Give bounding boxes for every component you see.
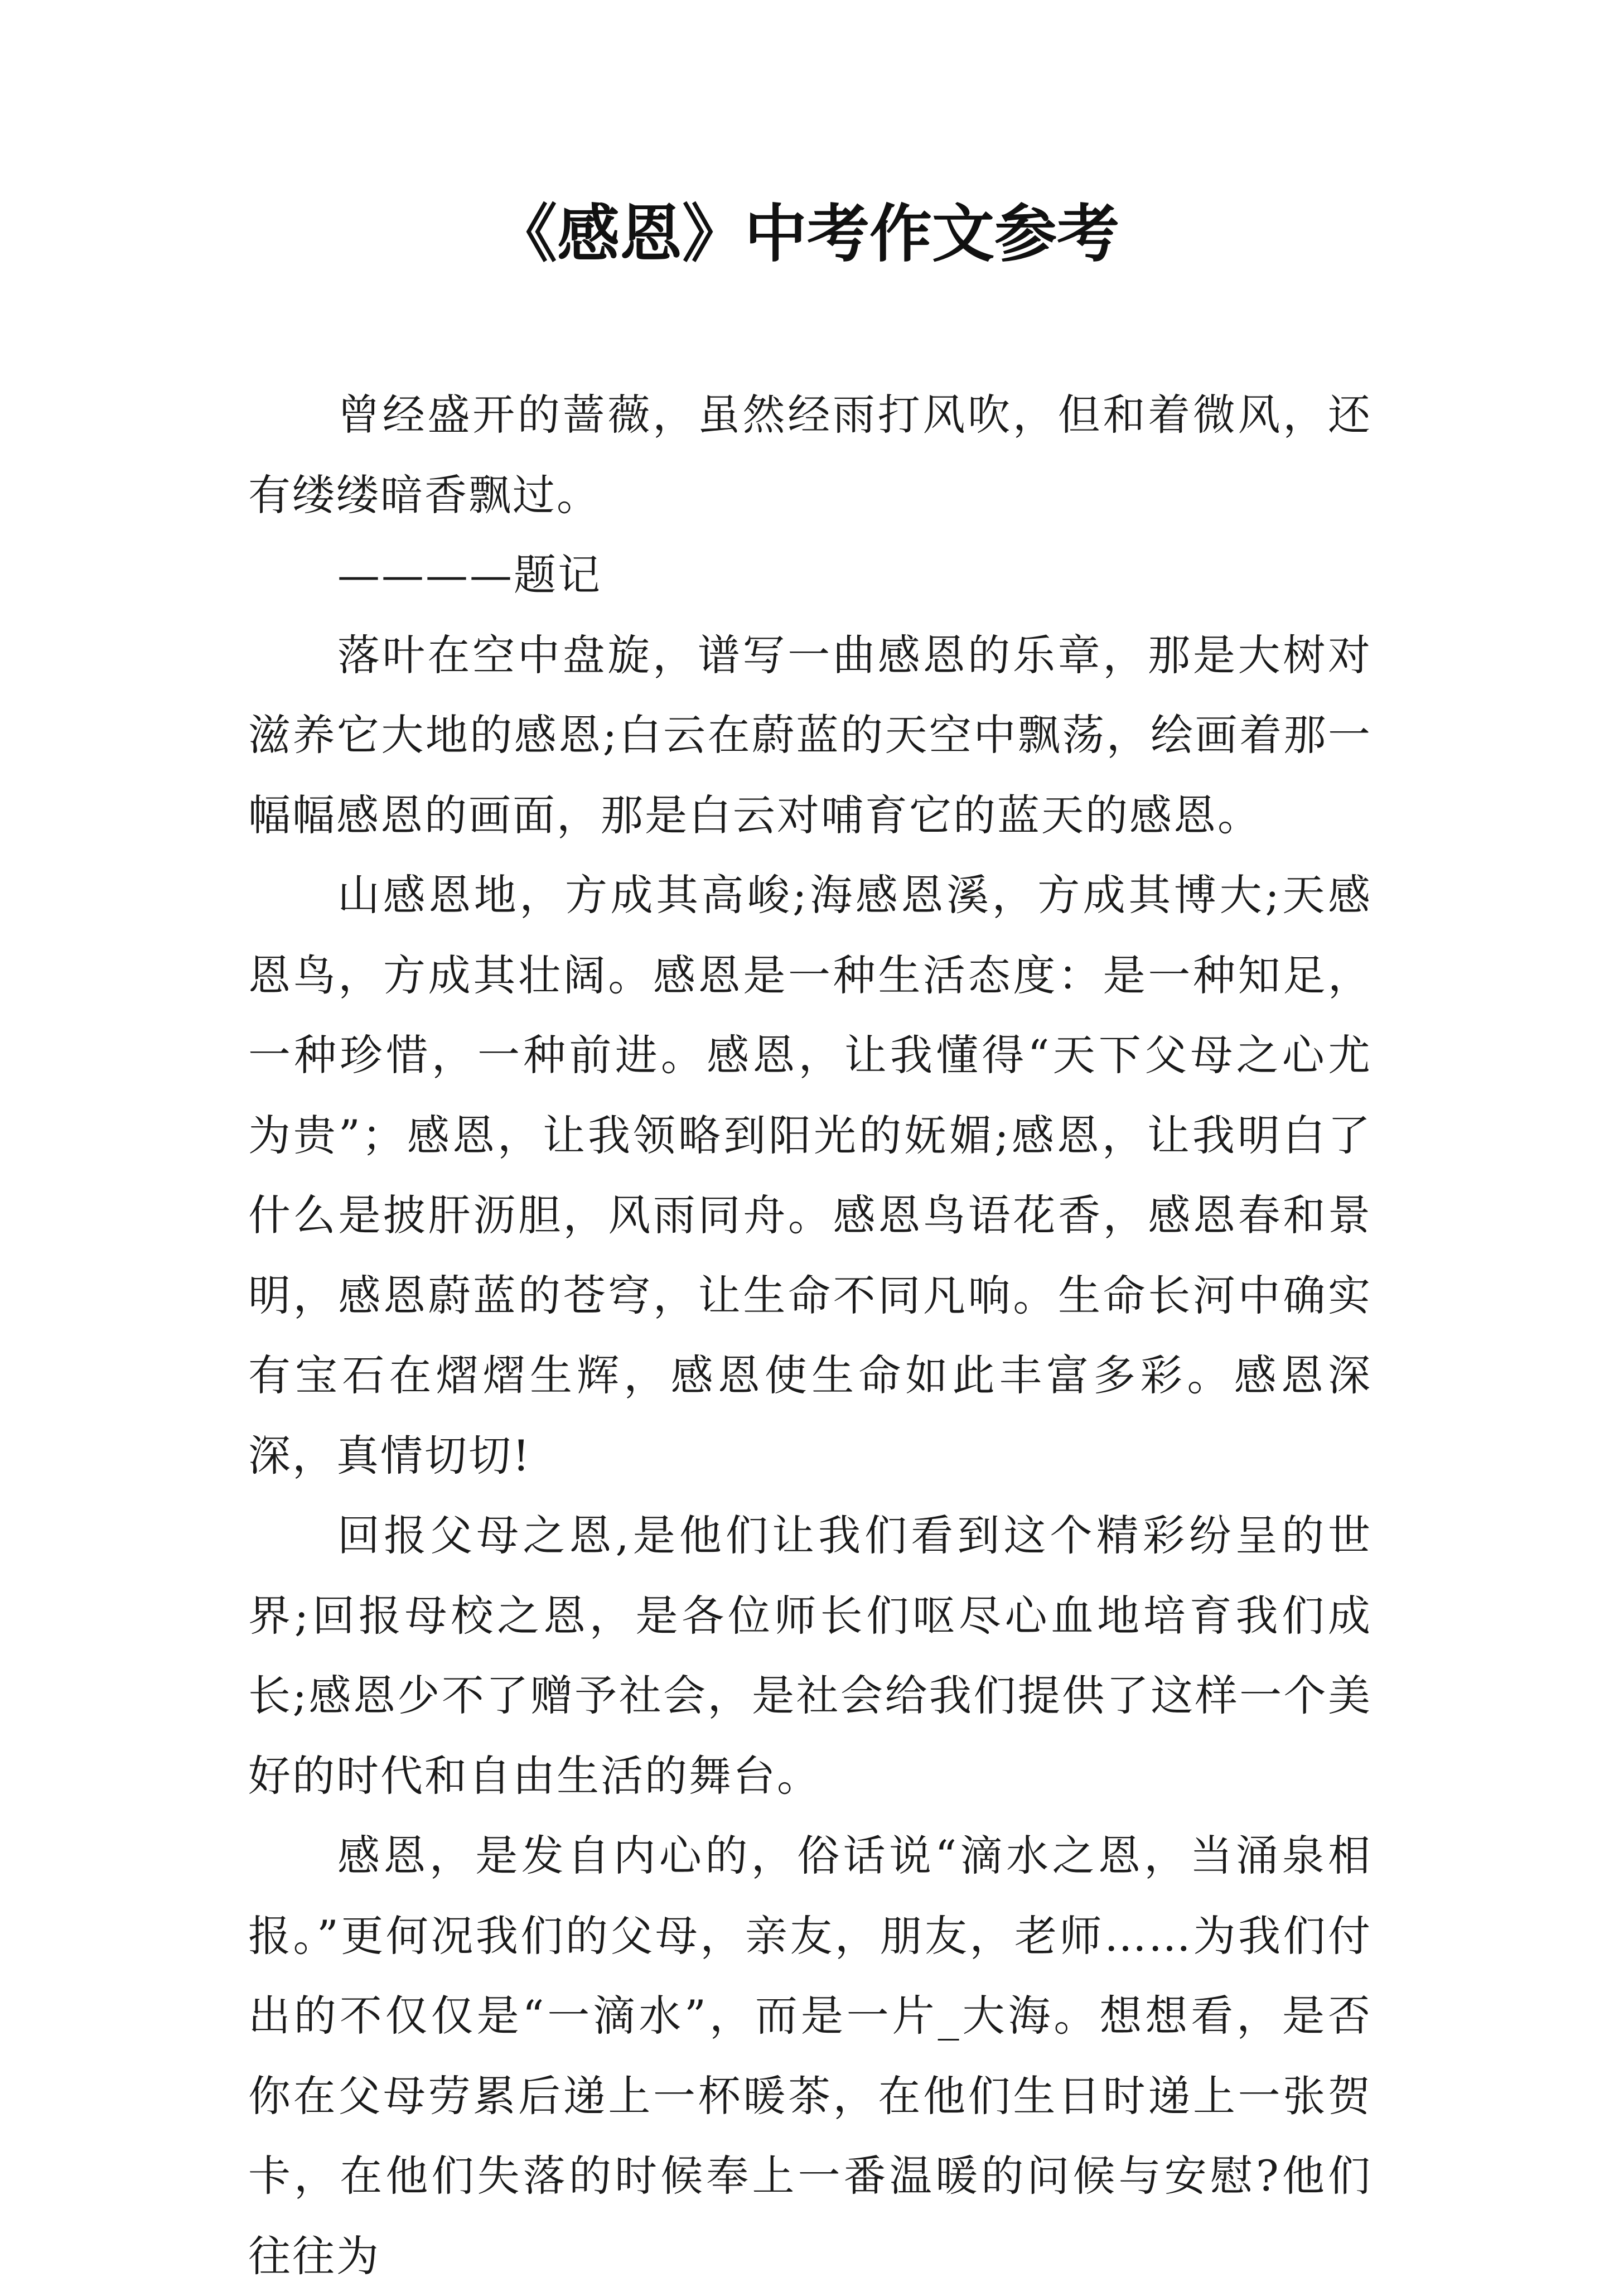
epigraph-paragraph: 曾经盛开的蔷薇，虽然经雨打风吹，但和着微风，还有缕缕暗香飘过。: [248, 390, 1372, 520]
body-paragraph: 山感恩地，方成其高峻;海感恩溪，方成其博大;天感恩鸟，方成其壮阔。感恩是一种生活态度：是一种知足，一种珍惜，一种前进。感恩，让我懂得“天下父母之心尤为贵”；感恩，让我领略到阳光的妩媚;感恩，让我明白了什么是披肝沥胆，风雨同舟。感恩鸟语花香，感恩春和景明，感恩蔚蓝的苍穹，让生命不同凡响。生命长河中确实有宝石在熠熠生辉，感恩使生命如此丰富多彩。感恩深深，真情切切!: [248, 870, 1372, 1480]
epigraph-attribution: ————题记: [337, 550, 602, 600]
document-title: 《感恩》中考作文参考: [495, 197, 1119, 271]
body-paragraph: 感恩，是发自内心的，俗话说“滴水之恩，当涌泉相报。”更何况我们的父母，亲友，朋友，老师……为我们付出的不仅仅是“一滴水”，而是一片_大海。想想看，是否你在父母劳累后递上一杯暖茶，在他们生日时递上一张贺卡，在他们失落的时候奉上一番温暖的问候与安慰?他们往往为: [248, 1831, 1372, 2281]
body-paragraph: 落叶在空中盘旋，谱写一曲感恩的乐章，那是大树对滋养它大地的感恩;白云在蔚蓝的天空中飘荡，绘画着那一幅幅感恩的画面，那是白云对哺育它的蓝天的感恩。: [248, 630, 1372, 840]
document-body: [248, 375, 1372, 2296]
body-paragraph: 回报父母之恩,是他们让我们看到这个精彩纷呈的世界;回报母校之恩，是各位师长们呕尽心血地培育我们成长;感恩少不了赠予社会，是社会给我们提供了这样一个美好的时代和自由生活的舞台。: [248, 1511, 1372, 1801]
